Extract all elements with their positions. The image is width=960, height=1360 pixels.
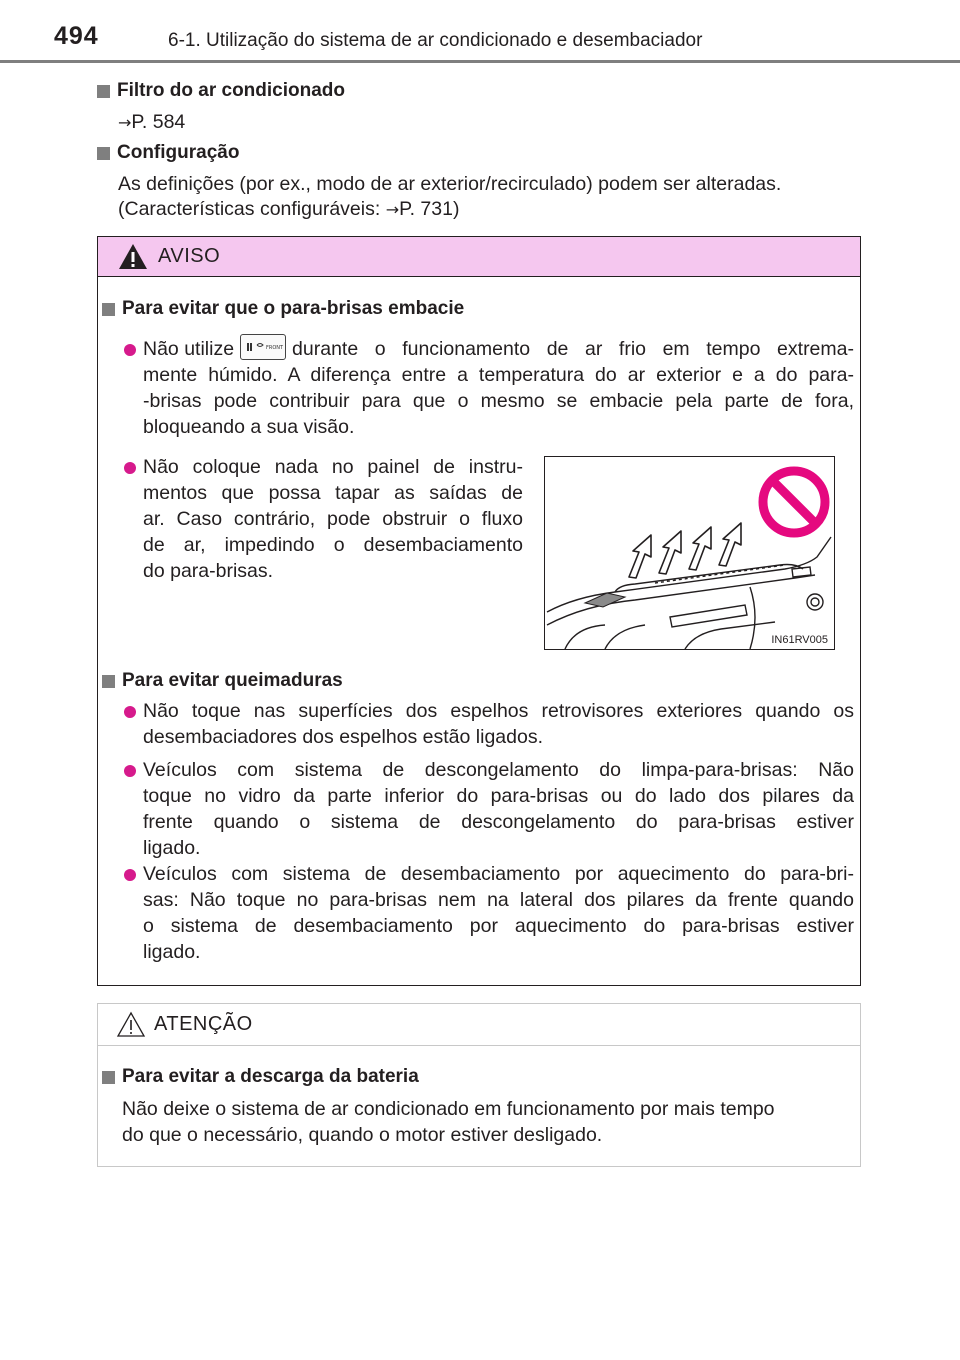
warning-header bbox=[98, 237, 860, 277]
section-square-icon bbox=[97, 147, 110, 160]
section-square-icon bbox=[102, 1071, 115, 1084]
filter-heading bbox=[97, 80, 345, 102]
section-square-icon bbox=[102, 303, 115, 316]
config-heading bbox=[97, 142, 239, 164]
fog-prevention-heading-text: Para evitar que o para-brisas embacie bbox=[122, 298, 465, 319]
bullet-icon bbox=[124, 344, 136, 356]
burn-bullet-1-line2: desembaciadores dos espelhos estão ligados. bbox=[143, 726, 544, 748]
fog-bullet-1-line4: bloqueando a sua visão. bbox=[143, 416, 355, 438]
battery-heading-text: Para evitar a descarga da bateria bbox=[122, 1066, 419, 1087]
arrow-right-icon: → bbox=[118, 113, 132, 132]
section-square-icon bbox=[102, 675, 115, 688]
config-line2 bbox=[118, 197, 459, 222]
dashboard-outline bbox=[547, 537, 831, 649]
airflow-arrows-icon bbox=[629, 523, 741, 578]
chapter-title: 6-1. Utilização do sistema de ar condicionado e desembaciador bbox=[168, 30, 703, 51]
fog-bullet-2-line3: ar. Caso contrário, pode obstruir o fluxo bbox=[143, 508, 523, 530]
fog-bullet-1-rest: durante o funcionamento de ar frio em tempo extrema- bbox=[292, 338, 854, 360]
bullet-icon bbox=[124, 869, 136, 881]
prohibition-icon bbox=[763, 471, 825, 533]
burn-bullet-3 bbox=[143, 861, 854, 965]
burn-bullet-2-line2: toque no vidro da parte inferior do para-brisas ou do lado dos pilares da bbox=[143, 785, 854, 807]
battery-text-line1: Não deixe o sistema de ar condicionado em funcionamento por mais tempo bbox=[122, 1098, 775, 1120]
burn-bullet-3-line1: Veículos com sistema de desembaciamento por aquecimento do para-bri- bbox=[143, 863, 854, 885]
dashboard-illustration bbox=[544, 456, 835, 650]
fog-bullet-1-line1 bbox=[143, 336, 854, 362]
front-defroster-button-icon bbox=[240, 334, 286, 360]
filter-ref-text: P. 584 bbox=[131, 111, 186, 133]
fog-prevention-heading bbox=[102, 298, 464, 320]
caution-triangle-icon bbox=[116, 1011, 146, 1038]
fog-bullet-2 bbox=[143, 454, 523, 584]
burn-bullet-3-line2: sas: Não toque no para-brisas nem na lateral dos pilares da frente quando bbox=[143, 889, 854, 911]
bullet-icon bbox=[124, 706, 136, 718]
config-line2-prefix: (Características configuráveis: bbox=[118, 198, 386, 220]
dashboard-drawing bbox=[545, 457, 834, 649]
bullet-icon bbox=[124, 462, 136, 474]
caution-header bbox=[98, 1004, 860, 1046]
burn-bullet-2 bbox=[143, 757, 854, 861]
burn-bullet-2-line4: ligado. bbox=[143, 837, 201, 859]
header-rule bbox=[0, 60, 960, 63]
filter-ref[interactable] bbox=[118, 110, 185, 135]
fog-bullet-1 bbox=[143, 336, 854, 440]
svg-text:FRONT: FRONT bbox=[266, 345, 284, 351]
burn-bullet-1 bbox=[143, 698, 854, 750]
fog-bullet-2-line5: do para-brisas. bbox=[143, 560, 274, 582]
burn-bullet-2-line1: Veículos com sistema de descongelamento do limpa-para-brisas: Não bbox=[143, 759, 854, 781]
burn-bullet-1-line1: Não toque nas superfícies dos espelhos retrovisores exteriores quando os bbox=[143, 700, 854, 722]
battery-heading bbox=[102, 1066, 419, 1088]
caution-label: ATENÇÃO bbox=[154, 1013, 253, 1035]
fog-bullet-2-line1: Não coloque nada no painel de instru- bbox=[143, 456, 523, 478]
burn-bullet-3-line3: o sistema de desembaciamento por aquecimento do para-brisas estiver bbox=[143, 915, 854, 937]
fog-bullet-2-line2: mentos que possa tapar as saídas de bbox=[143, 482, 523, 504]
figure-code: IN61RV005 bbox=[771, 634, 828, 646]
burn-prevention-heading-text: Para evitar queimaduras bbox=[122, 670, 343, 691]
arrow-right-icon: → bbox=[385, 200, 400, 219]
section-square-icon bbox=[97, 85, 110, 98]
fog-bullet-1-start: Não utilize bbox=[143, 338, 235, 360]
battery-text bbox=[122, 1096, 775, 1148]
page-number: 494 bbox=[54, 22, 99, 50]
warning-label: AVISO bbox=[158, 245, 221, 267]
burn-bullet-2-line3: frente quando o sistema de descongelamento do para-brisas estiver bbox=[143, 811, 854, 833]
burn-bullet-3-line4: ligado. bbox=[143, 941, 201, 963]
fog-bullet-1-line3: -brisas pode contribuir para que o mesmo se embacie pela parte de fora, bbox=[143, 390, 854, 412]
config-ref-link[interactable]: P. 731) bbox=[399, 198, 460, 220]
burn-prevention-heading bbox=[102, 670, 343, 692]
fog-bullet-2-line4: de ar, impedindo o desembaciamento bbox=[143, 534, 523, 556]
config-heading-text: Configuração bbox=[117, 142, 240, 163]
bullet-icon bbox=[124, 765, 136, 777]
object-on-dashboard bbox=[585, 593, 625, 607]
fog-bullet-1-line2: mente húmido. A diferença entre a temperatura do ar exterior e a do para- bbox=[143, 364, 854, 386]
battery-text-line2: do que o necessário, quando o motor estiver desligado. bbox=[122, 1124, 603, 1146]
config-line1: As definições (por ex., modo de ar exterior/recirculado) podem ser alteradas. bbox=[118, 173, 782, 195]
warning-triangle-icon bbox=[118, 243, 148, 270]
filter-heading-text: Filtro do ar condicionado bbox=[117, 80, 345, 101]
